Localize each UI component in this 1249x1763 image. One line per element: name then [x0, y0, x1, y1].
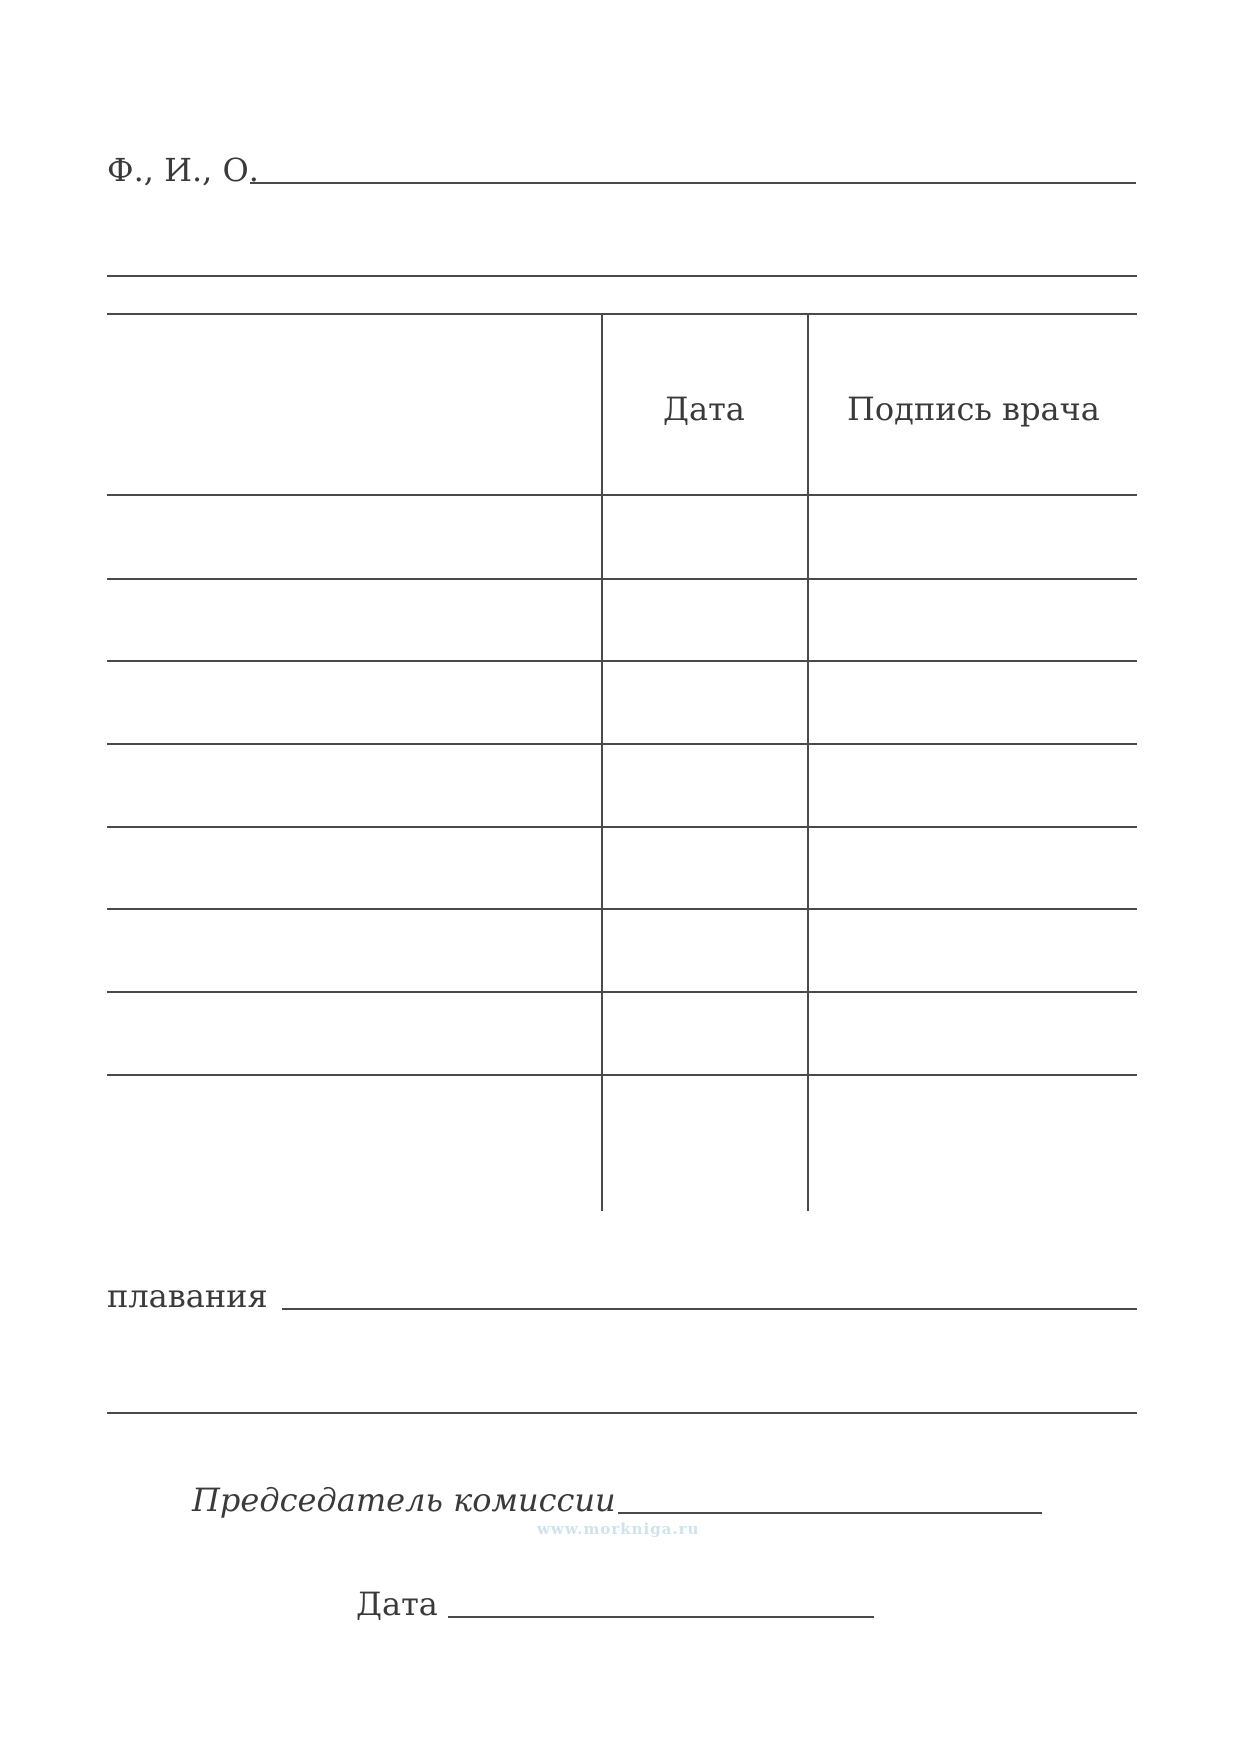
- table-divider-signature: [807, 313, 809, 1211]
- swimming-label: плавания: [107, 1277, 268, 1315]
- table-row-line: [107, 743, 1137, 745]
- blank-line[interactable]: [107, 275, 1137, 277]
- table-row-line: [107, 578, 1137, 580]
- date-input-line[interactable]: [448, 1616, 874, 1618]
- chairman-signature-line[interactable]: [618, 1512, 1042, 1514]
- table-divider-date: [601, 313, 603, 1211]
- watermark-text: www.morkniga.ru: [537, 1520, 700, 1538]
- table-top-border: [107, 313, 1137, 315]
- column-header-doctor-signature: Подпись врача: [847, 390, 1100, 428]
- table-row-line: [107, 494, 1137, 496]
- table-row-line: [107, 1074, 1137, 1076]
- table-row-line: [107, 991, 1137, 993]
- blank-line-2[interactable]: [107, 1412, 1137, 1414]
- fio-input-line[interactable]: [250, 182, 1136, 184]
- date-label: Дата: [356, 1585, 438, 1623]
- table-row-line: [107, 908, 1137, 910]
- column-header-date: Дата: [663, 390, 745, 428]
- record-table: [107, 313, 1137, 1211]
- fio-label: Ф., И., О.: [107, 151, 259, 189]
- chairman-label: Председатель комиссии: [192, 1481, 616, 1519]
- swimming-input-line[interactable]: [282, 1308, 1137, 1310]
- table-row-line: [107, 660, 1137, 662]
- table-row-line: [107, 826, 1137, 828]
